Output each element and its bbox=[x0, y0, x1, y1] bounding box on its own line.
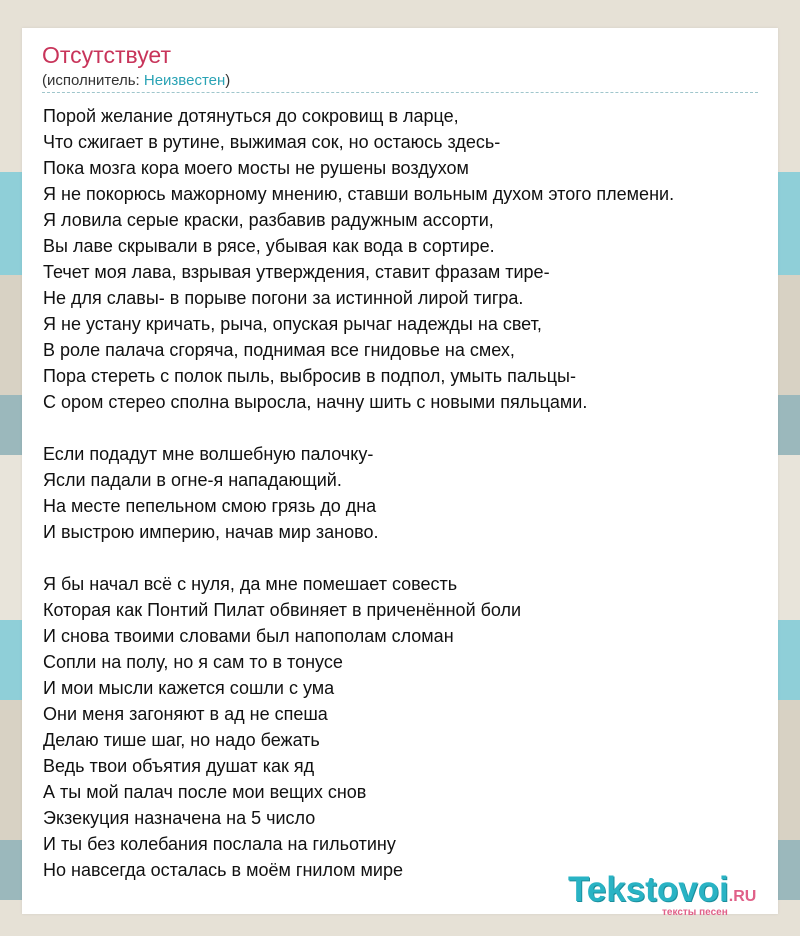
lyric-line: Сопли на полу, но я сам то в тонусе bbox=[43, 652, 343, 672]
lyric-line: Они меня загоняют в ад не спеша bbox=[43, 704, 328, 724]
lyric-line: И ты без колебания послала на гильотину bbox=[43, 834, 396, 854]
stanza-1 bbox=[43, 103, 763, 415]
lyric-line: Пока мозга кора моего мосты не рушены воздухом bbox=[43, 158, 469, 178]
lyric-line: И мои мысли кажется сошли с ума bbox=[43, 678, 335, 698]
artist-close: ) bbox=[225, 72, 231, 89]
lyric-line: Которая как Понтий Пилат обвиняет в приченённой боли bbox=[43, 600, 522, 620]
logo-wordmark bbox=[568, 870, 756, 910]
stanza-gap bbox=[43, 545, 763, 571]
logo-main-text: Tekstovoi bbox=[568, 870, 729, 909]
lyric-line: Делаю тише шаг, но надо бежать bbox=[43, 730, 320, 750]
title-divider bbox=[42, 92, 758, 93]
lyric-line: Ясли падали в огне-я нападающий. bbox=[43, 470, 342, 490]
stanza-2 bbox=[43, 441, 763, 545]
lyric-line: И выстрою империю, начав мир заново. bbox=[43, 522, 379, 542]
stanza-3 bbox=[43, 571, 763, 883]
lyric-line: Что сжигает в рутине, выжимая сок, но остаюсь здесь- bbox=[43, 132, 501, 152]
lyric-line: В роле палача сгоряча, поднимая все гнидовье на смех, bbox=[43, 340, 515, 360]
lyric-line: Вы лаве скрывали в рясе, убывая как вода в сортире. bbox=[43, 236, 495, 256]
lyric-line: Если подадут мне волшебную палочку- bbox=[43, 444, 374, 464]
lyrics-card bbox=[22, 28, 778, 918]
lyric-line: Но навсегда осталась в моём гнилом мире bbox=[43, 860, 403, 880]
lyric-line: Ведь твои объятия душат как яд bbox=[43, 756, 315, 776]
lyric-line: Я не покорюсь мажорному мнению, ставши вольным духом этого племени. bbox=[43, 184, 675, 204]
lyrics-body bbox=[43, 103, 763, 883]
lyric-line: А ты мой палач после мои вещих снов bbox=[43, 782, 367, 802]
lyric-line: С ором стерео сполна выросла, начну шить с новыми пяльцами. bbox=[43, 392, 588, 412]
lyric-line: Я ловила серые краски, разбавив радужным ассорти, bbox=[43, 210, 494, 230]
artist-label: (исполнитель: bbox=[42, 72, 144, 89]
logo-tagline: тексты песен bbox=[662, 907, 728, 918]
lyric-line: Пора стереть с полок пыль, выбросив в подпол, умыть пальцы- bbox=[43, 366, 576, 386]
lyric-line: И снова твоими словами был напополам сломан bbox=[43, 626, 454, 646]
lyric-line: Экзекуция назначена на 5 число bbox=[43, 808, 316, 828]
lyric-line: Я бы начал всё с нуля, да мне помешает совесть bbox=[43, 574, 458, 594]
lyric-line: Не для славы- в порыве погони за истинной лирой тигра. bbox=[43, 288, 524, 308]
lyric-line: Порой желание дотянуться до сокровищ в ларце, bbox=[43, 106, 459, 126]
song-title: Отсутствует bbox=[42, 42, 171, 68]
logo-tld: .RU bbox=[728, 888, 757, 905]
lyric-line: Течет моя лава, взрывая утверждения, ставит фразам тире- bbox=[43, 262, 550, 282]
lyric-line: Я не устану кричать, рыча, опуская рычаг надежды на свет, bbox=[43, 314, 542, 334]
site-logo[interactable] bbox=[568, 870, 778, 918]
artist-link[interactable]: Неизвестен bbox=[143, 72, 226, 89]
lyric-line: На месте пепельном смою грязь до дна bbox=[43, 496, 377, 516]
stanza-gap bbox=[43, 415, 763, 441]
artist-line bbox=[42, 72, 230, 89]
